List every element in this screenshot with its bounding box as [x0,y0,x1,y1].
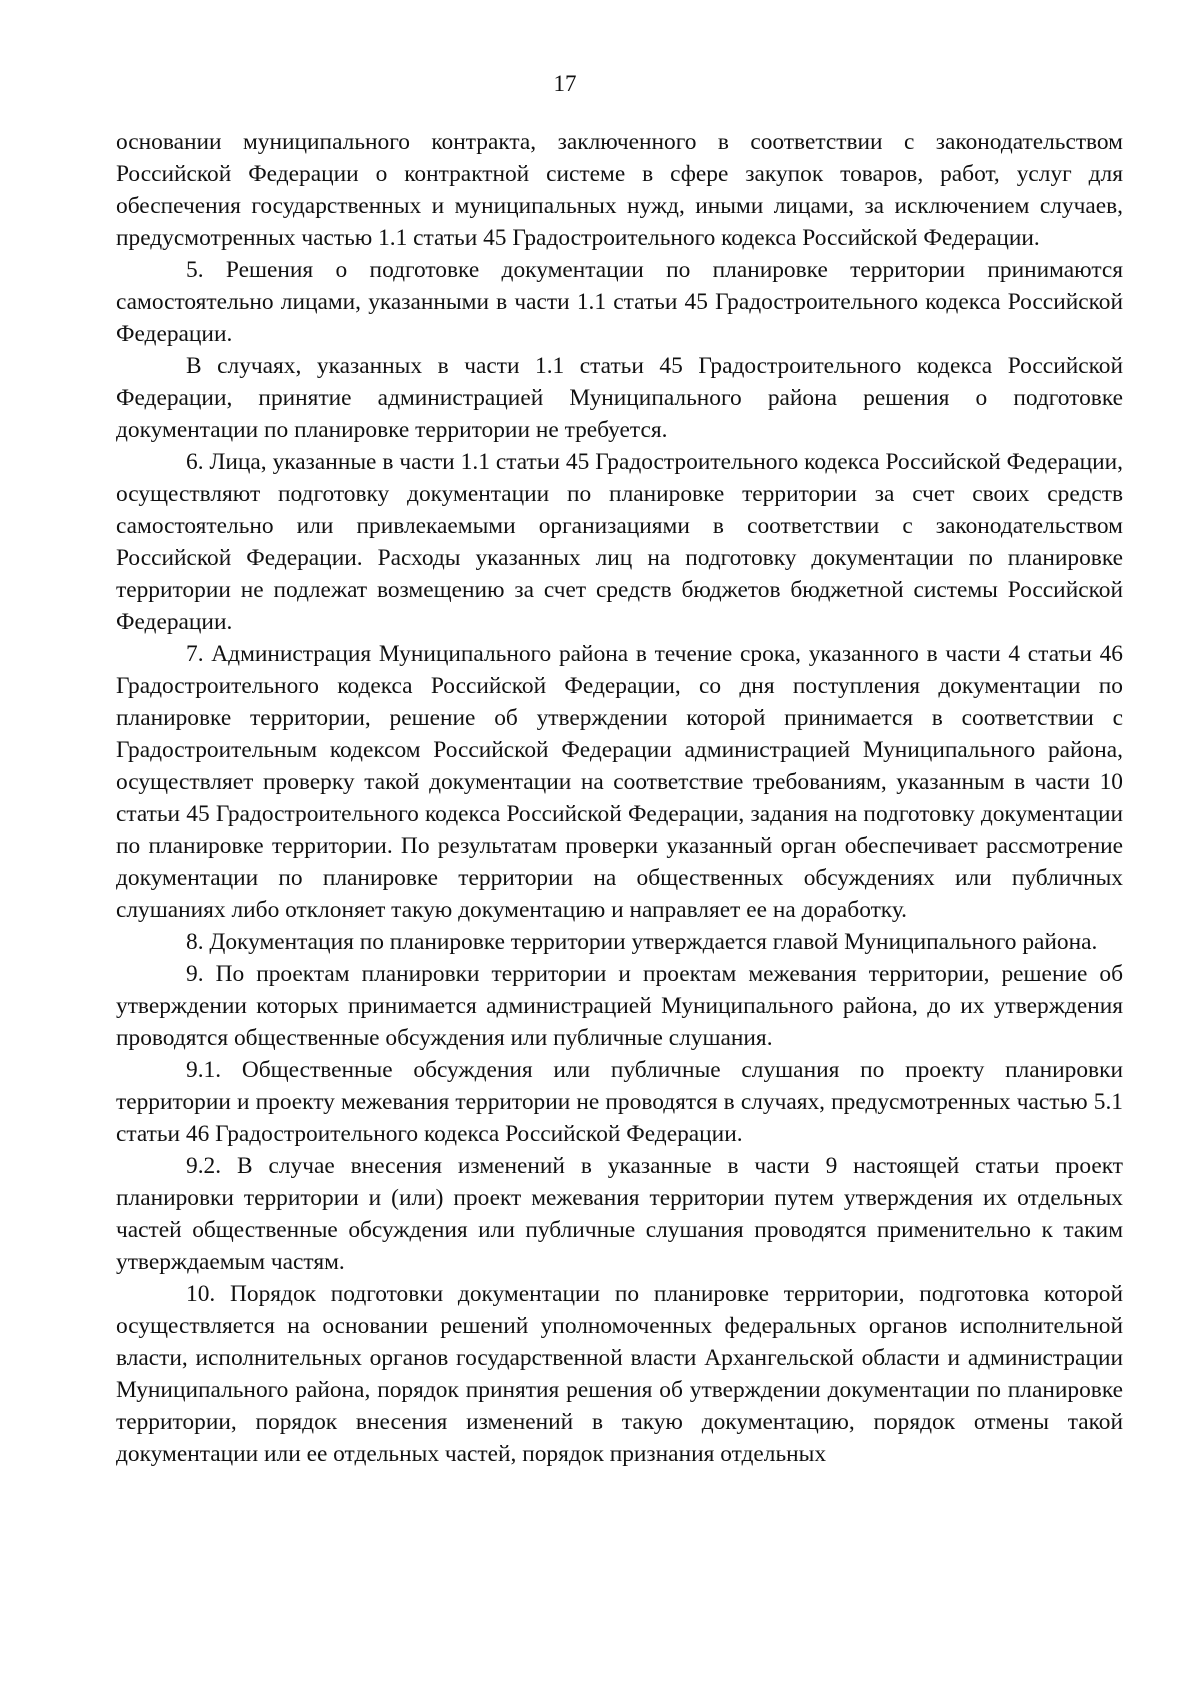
paragraph-item-7: 7. Администрация Муниципального района в течение срока, указанного в части 4 статьи 46 Градостроительного кодекса Российской Федерации, со дня поступления документации по планировке территории, решение об утверждении которой принимается в соответствии с Градостроительным кодексом Российской Федерации администрацией Муниципального района, осуществляет проверку такой документации на соответствие требованиям, указанным в части 10 статьи 45 Градостроительного кодекса Российской Федерации, задания на подготовку документации по планировке территории. По результатам проверки указанный орган обеспечивает рассмотрение документации по планировке территории на общественных обсуждениях или публичных слушаниях либо отклоняет такую документацию и направляет ее на доработку. [116,641,1123,923]
paragraph-item-9: 9. По проектам планировки территории и проектам межевания территории, решение об утверждении которых принимается администрацией Муниципального района, до их утверждения проводятся общественные обсуждения или публичные слушания. [116,961,1123,1051]
paragraph-item-5-cases: В случаях, указанных в части 1.1 статьи 45 Градостроительного кодекса Российской Федерации, принятие администрацией Муниципального района решения о подготовке документации по планировке территории не требуется. [116,353,1123,443]
page-number: 17 [553,71,577,96]
paragraph-continuation: основании муниципального контракта, заключенного в соответствии с законодательством Российской Федерации о контрактной системе в сфере закупок товаров, работ, услуг для обеспечения государственных и муниципальных нужд, иными лицами, за исключением случаев, предусмотренных частью 1.1 статьи 45 Градостроительного кодекса Российской Федерации. [116,129,1123,251]
paragraph-item-9-1: 9.1. Общественные обсуждения или публичные слушания по проекту планировки территории и проекту межевания территории не проводятся в случаях, предусмотренных частью 5.1 статьи 46 Градостроительного кодекса Российской Федерации. [116,1057,1123,1147]
paragraph-item-5: 5. Решения о подготовке документации по планировке территории принимаются самостоятельно лицами, указанными в части 1.1 статьи 45 Градостроительного кодекса Российской Федерации. [116,257,1123,347]
document-body [116,126,1123,1470]
paragraph-item-10: 10. Порядок подготовки документации по планировке территории, подготовка которой осуществляется на основании решений уполномоченных федеральных органов исполнительной власти, исполнительных органов государственной власти Архангельской области и администрации Муниципального района, порядок принятия решения об утверждении документации по планировке территории, порядок внесения изменений в такую документацию, порядок отмены такой документации или ее отдельных частей, порядок признания отдельных [116,1281,1123,1467]
paragraph-item-8: 8. Документация по планировке территории утверждается главой Муниципального района. [186,929,1098,955]
paragraph-item-9-2: 9.2. В случае внесения изменений в указанные в части 9 настоящей статьи проект планировки территории и (или) проект межевания территории путем утверждения их отдельных частей общественные обсуждения или публичные слушания проводятся применительно к таким утверждаемым частям. [116,1153,1123,1275]
paragraph-item-6: 6. Лица, указанные в части 1.1 статьи 45 Градостроительного кодекса Российской Федерации, осуществляют подготовку документации по планировке территории за счет своих средств самостоятельно или привлекаемыми организациями в соответствии с законодательством Российской Федерации. Расходы указанных лиц на подготовку документации по планировке территории не подлежат возмещению за счет средств бюджетов бюджетной системы Российской Федерации. [116,449,1123,635]
